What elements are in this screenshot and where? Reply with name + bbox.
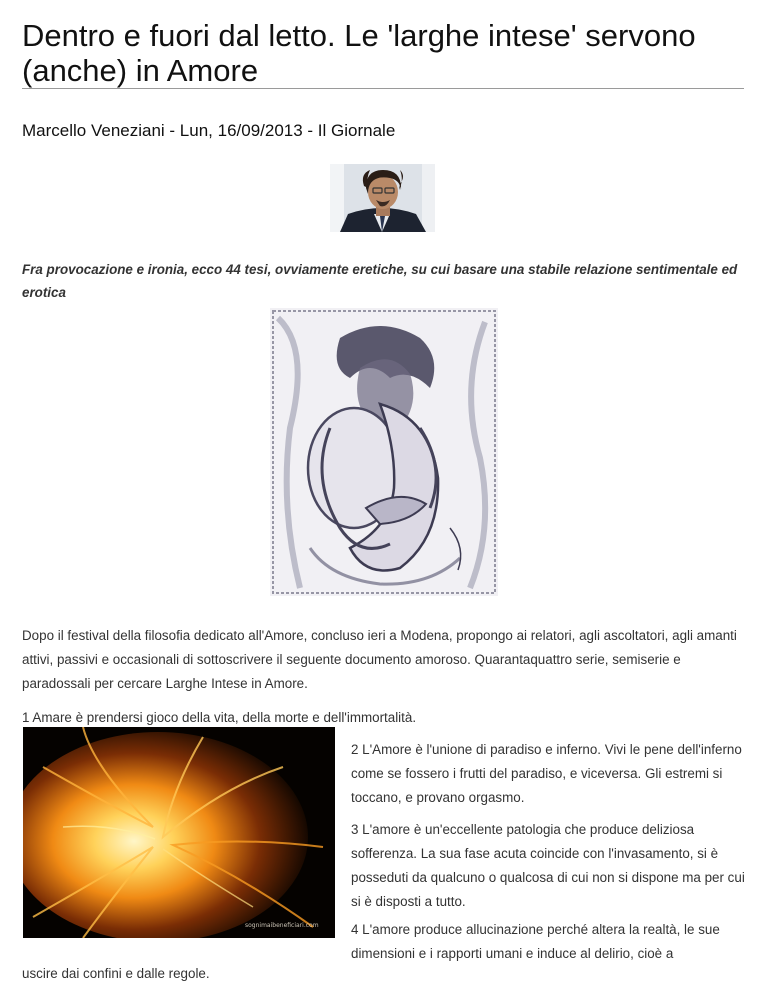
article-lead: Fra provocazione e ironia, ecco 44 tesi, ovviamente eretiche, su cui basare una stabile relazione sentimentale ed erotica: [22, 262, 738, 300]
thesis-1: 1 Amare è prendersi gioco della vita, della morte e dell'immortalità.: [22, 710, 417, 725]
author-portrait: [330, 164, 435, 232]
thesis-3: 3 L'amore è un'eccellente patologia che produce deliziosa sofferenza. La sua fase acuta coincide con l'invasamento, si è posseduti da qualcuno o qualcosa di cui non si dispone ma per cui si è disposti a tutto.: [351, 822, 745, 909]
article-intro-paragraph: Dopo il festival della filosofia dedicato all'Amore, concluso ieri a Modena, propongo ai relatori, agli ascoltatori, agli amanti attivi, passivi e occasionali di sottoscrivere il seguente documento amoroso. Quarantaquattro serie, semiserie e paradossali per cercare Larghe Intese in Amore.: [22, 628, 737, 691]
thesis-2: 2 L'Amore è l'unione di paradiso e inferno. Vivi le pene dell'inferno come se fossero i frutti del paradiso, e viceversa. Gli estremi si toccano, e provano orgasmo.: [351, 742, 742, 805]
article-title: Dentro e fuori dal letto. Le 'larghe intese' servono (anche) in Amore: [22, 18, 696, 88]
thesis-4: 4 L'amore produce allucinazione perché altera la realtà, le sue dimensioni e i rapporti umani e induce al delirio, cioè a: [351, 922, 720, 961]
article-byline: Marcello Veneziani - Lun, 16/09/2013 - Il Giornale: [22, 121, 396, 140]
image-watermark: sognimaibeneficiari.com: [245, 922, 319, 929]
thesis-4-continuation: uscire dai confini e dalle regole.: [22, 966, 210, 981]
flames-image: [23, 727, 335, 938]
embrace-sketch-image: [270, 308, 498, 596]
title-divider: [22, 88, 744, 89]
